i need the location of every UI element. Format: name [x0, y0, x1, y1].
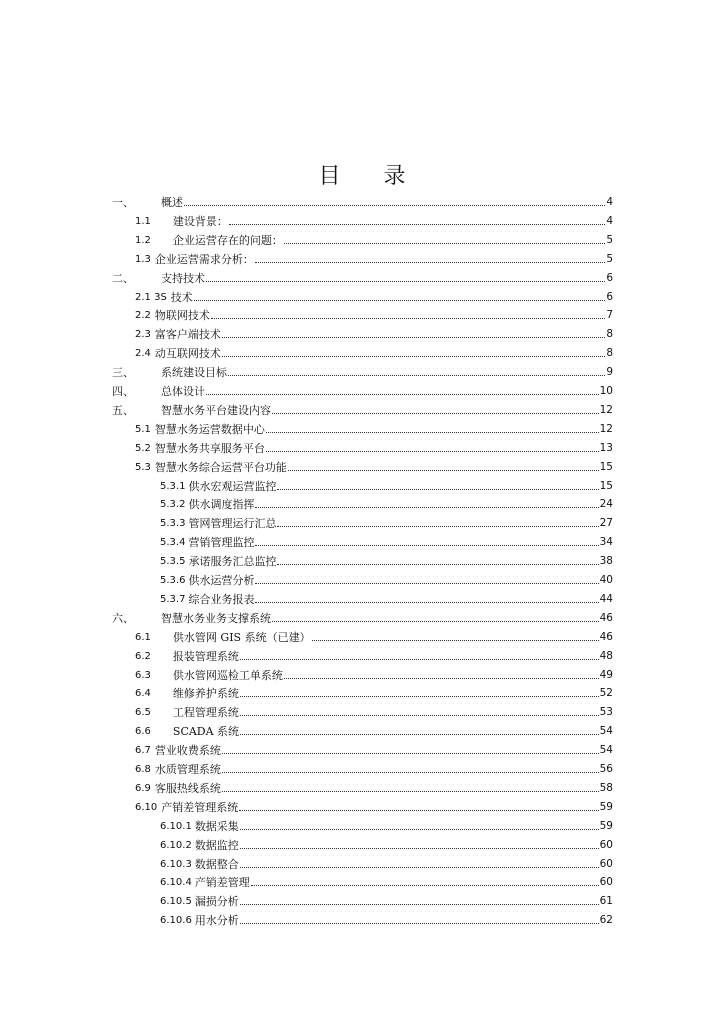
toc-entry-number: 5.1	[135, 423, 151, 435]
toc-entry[interactable]	[160, 836, 613, 852]
toc-entry-number: 1.3	[135, 253, 151, 265]
dot-leader	[240, 848, 599, 849]
toc-entry-label: 综合业务报表	[188, 592, 255, 606]
toc-entry-page-number: 4	[606, 214, 613, 227]
toc-entry-label: 系统建设目标	[161, 366, 227, 380]
toc-entry-label: 智慧水务综合运营平台功能	[154, 460, 287, 474]
toc-entry-page-number: 54	[599, 725, 613, 738]
toc-entry-page-number: 7	[606, 309, 613, 322]
dot-leader	[222, 356, 605, 357]
toc-entry-number: 6.10.4	[160, 877, 192, 889]
toc-entry[interactable]	[135, 288, 613, 304]
toc-entry[interactable]	[160, 571, 613, 587]
toc-entry[interactable]	[135, 420, 613, 436]
toc-entry-page-number: 40	[599, 574, 613, 586]
toc-entry[interactable]	[160, 590, 613, 606]
toc-entry[interactable]	[135, 760, 613, 776]
toc-entry[interactable]	[135, 779, 613, 795]
toc-entry-number: 5.3.1	[160, 480, 186, 492]
toc-entry[interactable]	[160, 477, 613, 493]
dot-leader	[251, 885, 599, 886]
toc-entry[interactable]	[160, 817, 613, 833]
toc-entry-number: 6.10.1	[160, 820, 192, 832]
toc-entry-page-number: 60	[599, 857, 613, 870]
toc-entry-number: 6.8	[135, 764, 151, 775]
toc-entry-page-number: 12	[599, 403, 613, 416]
toc-entry-page-number: 27	[599, 517, 613, 530]
toc-entry-number: 6.10.6	[160, 915, 192, 927]
toc-entry-number: 5.3.4	[160, 537, 186, 549]
toc-entry[interactable]	[112, 609, 613, 625]
toc-entry-page-number: 34	[599, 536, 613, 549]
dot-leader	[266, 432, 599, 433]
toc-entry-label: 富客户端技术	[154, 328, 221, 342]
toc-entry[interactable]	[135, 703, 613, 719]
toc-entry-number: 6.10.2	[160, 839, 192, 851]
toc-entry-page-number: 4	[606, 196, 613, 208]
toc-entry-label: 漏损分析	[194, 895, 239, 909]
dot-leader	[222, 337, 605, 338]
toc-entry-number: 四、	[112, 385, 134, 398]
toc-entry[interactable]	[135, 458, 613, 474]
toc-entry-label: 供水宏观运营监控	[188, 479, 277, 493]
toc-entry-page-number: 52	[599, 687, 613, 700]
toc-entry-number: 六、	[112, 611, 134, 625]
toc-entry-label: 智慧水务业务支撑系统	[161, 611, 271, 625]
toc-entry-label: 智慧水务共享服务平台	[154, 441, 265, 455]
toc-entry[interactable]	[135, 666, 613, 682]
toc-entry-page-number: 62	[599, 914, 613, 927]
toc-entry-number: 2.3	[135, 329, 151, 341]
toc-entry-page-number: 8	[606, 328, 613, 341]
toc-entry-number: 5.3.6	[160, 575, 186, 586]
toc-entry-label: SCADA 系统	[172, 725, 240, 739]
dot-leader	[184, 205, 605, 206]
toc-entry[interactable]	[135, 231, 613, 247]
toc-entry-number: 1.1	[135, 215, 151, 227]
dot-leader	[284, 243, 605, 244]
toc-entry-label: 数据监控	[194, 838, 239, 852]
toc-entry-number: 5.3.3	[160, 518, 186, 530]
dot-leader	[211, 318, 605, 319]
toc-entry-number: 5.2	[135, 442, 151, 454]
toc-entry-label: 管网管理运行汇总	[188, 517, 277, 531]
dot-leader	[272, 621, 599, 622]
toc-entry[interactable]	[135, 741, 613, 757]
toc-entry-number: 5.3.5	[160, 556, 186, 568]
toc-entry-number: 二、	[112, 271, 134, 285]
toc-entry-number: 6.4	[135, 688, 151, 700]
toc-entry-label: 智慧水务运营数据中心	[154, 422, 265, 436]
toc-entry-label: 数据采集	[194, 819, 239, 833]
toc-entry-number: 一、	[112, 196, 134, 209]
toc-entry[interactable]	[112, 363, 613, 379]
toc-entry[interactable]	[135, 325, 613, 341]
toc-entry-label: 承诺服务汇总监控	[188, 555, 277, 569]
toc-entry-page-number: 6	[606, 271, 613, 284]
dot-leader	[206, 394, 599, 395]
toc-entry-number: 6.2	[135, 650, 151, 662]
dot-leader	[255, 507, 598, 508]
toc-entry-label: 企业运营需求分析：	[154, 252, 254, 266]
toc-entry-number: 三、	[112, 366, 134, 380]
toc-entry-page-number: 44	[599, 592, 613, 605]
toc-entry[interactable]	[160, 514, 613, 530]
toc-entry[interactable]	[135, 722, 613, 738]
toc-entry-page-number: 5	[606, 233, 613, 246]
toc-entry-number: 5.3.7	[160, 593, 186, 605]
toc-entry[interactable]	[135, 647, 613, 663]
toc-entry[interactable]	[135, 250, 613, 266]
dot-leader	[284, 678, 599, 679]
page-title: 目 录	[318, 164, 424, 189]
toc-entry-label: 建设背景：	[172, 214, 228, 228]
toc-entry-page-number: 59	[599, 800, 613, 813]
toc-entry[interactable]	[160, 873, 613, 889]
toc-entry[interactable]	[160, 533, 613, 549]
dot-leader	[240, 867, 599, 868]
toc-entry[interactable]	[160, 855, 613, 871]
dot-leader	[288, 470, 599, 471]
toc-entry-page-number: 58	[599, 781, 613, 794]
toc-entry-page-number: 5	[606, 252, 613, 265]
toc-entry-page-number: 53	[599, 706, 613, 719]
dot-leader	[277, 526, 598, 527]
toc-entry-label: 智慧水务平台建设内容	[161, 403, 271, 417]
toc-entry-label: 动互联网技术	[154, 347, 221, 361]
toc-entry-page-number: 10	[599, 385, 613, 397]
toc-entry[interactable]	[160, 892, 613, 908]
toc-entry-number: 6.3	[135, 669, 151, 681]
toc-entry-label: 供水管网 GIS 系统（已建）	[172, 630, 311, 644]
dot-leader	[222, 772, 599, 773]
dot-leader	[240, 659, 599, 660]
dot-leader	[228, 375, 605, 376]
toc-entry-page-number: 60	[599, 876, 613, 889]
toc-entry-label: 供水运营分析	[188, 574, 255, 587]
toc-entry-page-number: 59	[599, 819, 613, 832]
toc-entry[interactable]	[112, 382, 613, 398]
dot-leader	[229, 224, 605, 225]
toc-entry-page-number: 38	[599, 555, 613, 568]
dot-leader	[240, 696, 599, 697]
dot-leader	[277, 489, 598, 490]
toc-entry-label: 技术	[170, 290, 193, 304]
dot-leader	[277, 564, 598, 565]
toc-entry-number: 6.10.5	[160, 896, 192, 908]
toc-entry-number: 五、	[112, 403, 134, 417]
toc-entry-page-number: 15	[599, 460, 613, 473]
dot-leader	[255, 262, 605, 263]
dot-leader	[240, 715, 599, 716]
toc-entry-label: 产销差管理系统	[161, 800, 239, 814]
toc-entry-page-number: 56	[599, 763, 613, 775]
toc-entry[interactable]	[112, 269, 613, 285]
dot-leader	[240, 829, 599, 830]
toc-entry-page-number: 9	[606, 366, 613, 379]
dot-leader	[240, 904, 599, 905]
toc-entry-number: 6.10	[135, 801, 158, 813]
toc-entry-label: 维修养护系统	[172, 687, 239, 701]
toc-entry[interactable]	[135, 212, 613, 228]
toc-entry-number: 6.1	[135, 631, 151, 643]
toc-entry-label: 报装管理系统	[172, 649, 239, 663]
dot-leader	[312, 640, 599, 641]
toc-entry-label: 营销管理监控	[188, 536, 255, 550]
toc-entry-label: 支持技术	[161, 271, 205, 285]
toc-entry-number: 6.7	[135, 745, 151, 757]
toc-entry-label: 用水分析	[194, 914, 239, 928]
toc-entry[interactable]	[135, 306, 613, 322]
toc-entry-label: 数据整合	[194, 857, 239, 871]
toc-entry-label: 客服热线系统	[154, 781, 221, 795]
dot-leader	[240, 734, 599, 735]
dot-leader	[255, 602, 598, 603]
toc-entry-label: 产销差管理	[194, 876, 250, 890]
toc-entry-page-number: 12	[599, 422, 613, 435]
dot-leader	[240, 923, 599, 924]
toc-entry[interactable]	[135, 628, 613, 644]
toc-entry-page-number: 49	[599, 668, 613, 681]
toc-entry-page-number: 15	[599, 479, 613, 492]
toc-entry-page-number: 54	[599, 744, 613, 757]
toc-entry-page-number: 13	[599, 441, 613, 454]
dot-leader	[255, 545, 598, 546]
toc-entry-page-number: 6	[606, 290, 613, 303]
toc-entry-number: 6.10.3	[160, 858, 192, 870]
toc-entry-number: 5.3	[135, 461, 151, 473]
toc-entry[interactable]	[112, 401, 613, 417]
toc-entry[interactable]	[135, 684, 613, 700]
dot-leader	[222, 791, 599, 792]
toc-entry[interactable]	[160, 911, 613, 927]
toc-entry-label: 物联网技术	[154, 309, 210, 323]
toc-entry-page-number: 60	[599, 838, 613, 851]
toc-entry[interactable]	[160, 495, 613, 511]
toc-entry-label: 水质管理系统	[154, 763, 221, 776]
toc-entry-label: 总体设计	[161, 385, 205, 398]
dot-leader	[206, 281, 605, 282]
toc-entry[interactable]	[135, 798, 613, 814]
toc-entry-number: 6.5	[135, 707, 151, 719]
toc-entry[interactable]	[112, 193, 613, 209]
toc-entry-number: 2.4	[135, 348, 151, 360]
toc-entry-label: 企业运营存在的问题：	[172, 233, 283, 247]
toc-entry-label: 概述	[161, 196, 183, 209]
toc-entry-number: 6.9	[135, 782, 151, 794]
dot-leader	[266, 451, 599, 452]
toc-entry-page-number: 8	[606, 347, 613, 360]
toc-entry-number: 5.3.2	[160, 499, 186, 511]
toc-entry-page-number: 61	[599, 895, 613, 908]
toc-entry-page-number: 48	[599, 649, 613, 662]
dot-leader	[272, 413, 599, 414]
toc-entry-page-number: 46	[599, 630, 613, 643]
dot-leader	[194, 300, 606, 301]
toc-entry-number: 6.6	[135, 726, 151, 738]
toc-entry-label: 工程管理系统	[172, 706, 239, 720]
toc-entry[interactable]	[135, 344, 613, 360]
toc-entry-label: 营业收费系统	[154, 744, 221, 758]
dot-leader	[222, 753, 599, 754]
toc-entry[interactable]	[135, 439, 613, 455]
toc-entry-page-number: 24	[599, 498, 613, 511]
toc-entry-page-number: 46	[599, 611, 613, 624]
toc-entry-number: 2.2	[135, 310, 151, 322]
toc-entry-number: 1.2	[135, 234, 151, 246]
toc-entry-label: 供水调度指挥	[188, 498, 255, 512]
dot-leader	[255, 583, 598, 584]
toc-entry-number: 2.1 3S	[135, 291, 167, 303]
dot-leader	[239, 810, 598, 811]
toc-entry[interactable]	[160, 552, 613, 568]
toc-entry-label: 供水管网巡检工单系统	[172, 668, 283, 682]
